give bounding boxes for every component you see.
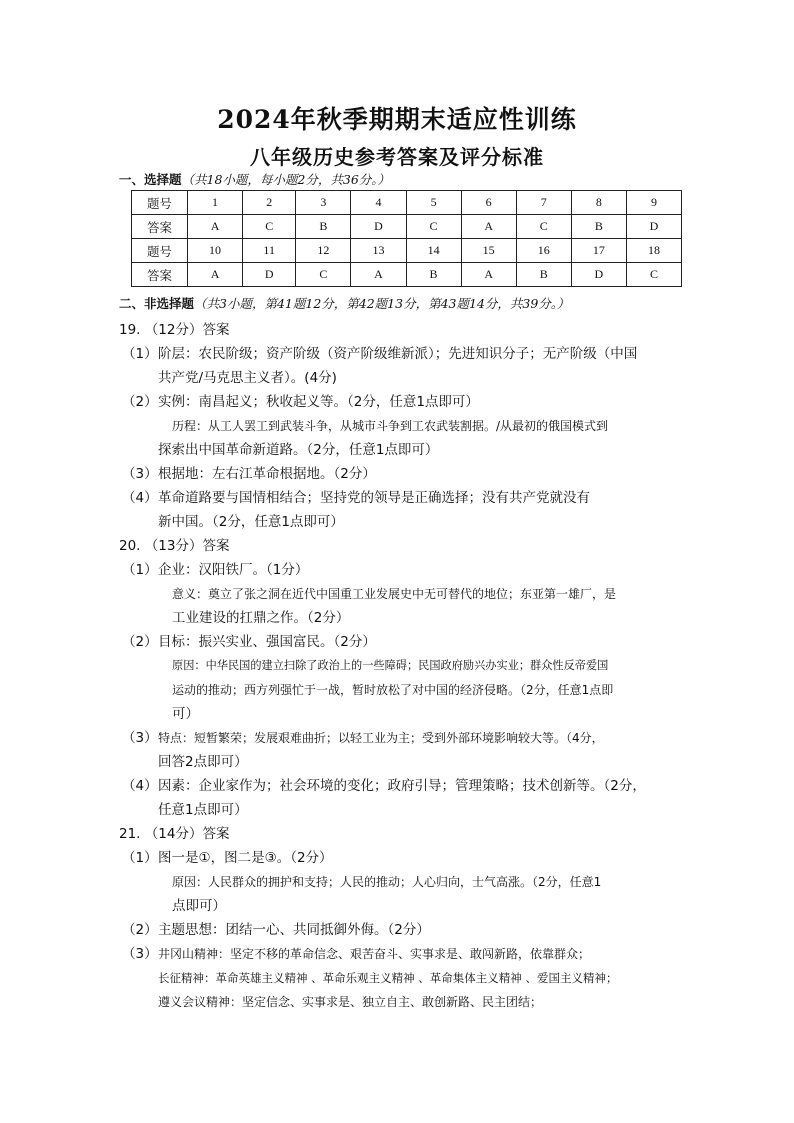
answer-table-cell: C (626, 263, 681, 287)
q19-part2 (119, 390, 689, 462)
q21-part1-line3: 点即可） (172, 898, 226, 914)
q20-part3-line2: 回答2点即可） (158, 754, 248, 770)
q21-part3-line1: 井冈山精神：坚定不移的革命信念、艰苦奋斗、实事求是、敢闯新路，依靠群众； (158, 947, 591, 961)
q20-part2-line1: 目标：振兴实业、强国富民。（2分） (158, 634, 376, 650)
q20-part4-line1: 因素：企业家作为；社会环境的变化；政府引导；管理策略；技术创新等。（2分， (158, 778, 646, 794)
q21-part2 (119, 918, 689, 942)
q21-part2-number: （2） (122, 922, 158, 938)
answer-table-cell: 1 (188, 191, 243, 215)
q19-part2-line2: 历程：从工人罢工到武装斗争，从城市斗争到工农武装割据。/从最初的俄国模式到 (172, 419, 609, 433)
answer-table-cell: A (461, 215, 516, 239)
q21-part3 (119, 942, 689, 1014)
answer-table-cell: 9 (626, 191, 681, 215)
answer-table-cell: 6 (461, 191, 516, 215)
answer-table-cell: B (296, 215, 351, 239)
answer-table-cell: 13 (351, 239, 406, 263)
section2-heading (119, 294, 570, 312)
answers-content (119, 318, 689, 1014)
q20-part1-line2: 意义：奠立了张之洞在近代中国重工业发展史中无可替代的地位；东亚第一雄厂，是 (172, 587, 617, 601)
section2-label: 二、非选择题 (119, 296, 195, 311)
q19-part2-line1: 实例：南昌起义；秋收起义等。（2分，任意1点即可） (158, 394, 479, 410)
q20-heading: 20. （13分）答案 (119, 538, 230, 554)
q19-part4-line2: 新中国。（2分，任意1点即可） (158, 514, 344, 530)
answer-table-cell: 8 (571, 191, 626, 215)
section1-label: 一、选择题 (119, 172, 182, 187)
q21-part2-line1: 主题思想：团结一心、共同抵御外侮。（2分） (158, 922, 430, 938)
q19-part1-line2: 共产党/马克思主义者）。(4分) (158, 370, 337, 386)
q20-part2-line4: 可） (172, 706, 199, 722)
q20-part2-line2: 原因：中华民国的建立扫除了政治上的一些障碍；民国政府励兴办实业；群众性反帝爱国 (172, 659, 609, 672)
q19-part4-number: （4） (122, 490, 158, 506)
answer-table-row-head: 题号 (132, 239, 188, 263)
answer-table-cell: 5 (406, 191, 461, 215)
q20-part2-number: （2） (122, 634, 158, 650)
q19-part3-line1: 根据地：左右江革命根据地。（2分） (158, 466, 376, 482)
answer-table-row (132, 239, 682, 263)
answer-table-row (132, 263, 682, 287)
q21-part3-line3: 遵义会议精神：坚定信念、实事求是、独立自主、敢创新路、民主团结； (158, 995, 543, 1009)
answer-table-cell: A (461, 263, 516, 287)
answer-table-cell: A (351, 263, 406, 287)
q20-part3 (119, 726, 689, 774)
q19-part4 (119, 486, 689, 534)
answer-table-row-head: 答案 (132, 215, 188, 239)
q21-part3-number: （3） (122, 946, 158, 962)
answer-table-row (132, 191, 682, 215)
q20-part1-line3: 工业建设的扛鼎之作。（2分） (172, 610, 350, 626)
answer-table-row-head: 答案 (132, 263, 188, 287)
section2-note: （共3小题，第41题12分，第42题13分，第43题14分，共39分。） (194, 296, 570, 311)
page-subtitle: 八年级历史参考答案及评分标准 (250, 145, 544, 169)
answer-table-cell: 7 (516, 191, 571, 215)
section1-note: （共18小题，每小题2分，共36分。） (181, 172, 391, 187)
q21-part3-line2: 长征精神：革命英雄主义精神 、革命乐观主义精神 、革命集体主义精神 、爱国主义精神； (158, 971, 618, 985)
answer-table-cell: 11 (243, 239, 296, 263)
answer-table (131, 190, 682, 287)
q20-part3-number: （3） (122, 730, 158, 746)
answer-table-cell: C (243, 215, 296, 239)
q19-heading: 19. （12分）答案 (119, 322, 230, 338)
answer-table-cell: D (571, 263, 626, 287)
q19-part1-number: （1） (122, 346, 158, 362)
q20-part1 (119, 558, 689, 630)
answer-table-cell: C (516, 215, 571, 239)
answer-table-cell: 17 (571, 239, 626, 263)
q21-part1 (119, 846, 689, 918)
q19-part1 (119, 342, 689, 390)
answer-table-cell: D (243, 263, 296, 287)
answer-table-cell: A (188, 215, 243, 239)
answer-table-cell: C (406, 215, 461, 239)
answer-table-cell: 16 (516, 239, 571, 263)
answer-table-row (132, 215, 682, 239)
q20-part3-line1: 特点：短暂繁荣；发展艰难曲折；以轻工业为主；受到外部环境影响较大等。（4分， (158, 731, 604, 745)
q20-part2-line3: 运动的推动；西方列强忙于一战，暂时放松了对中国的经济侵略。（2分，任意1点即 (172, 683, 614, 697)
q20-part2 (119, 630, 689, 726)
q19-part2-number: （2） (122, 394, 158, 410)
answer-table-cell: 18 (626, 239, 681, 263)
answer-table-cell: 3 (296, 191, 351, 215)
answer-table-cell: D (626, 215, 681, 239)
q21-part1-number: （1） (122, 850, 158, 866)
answer-table-cell: D (351, 215, 406, 239)
answer-table-cell: C (296, 263, 351, 287)
answer-table-cell: 15 (461, 239, 516, 263)
answer-table-cell: 2 (243, 191, 296, 215)
answer-table-cell: A (188, 263, 243, 287)
page-title: 2024年秋季期期末适应性训练 (217, 105, 577, 134)
q20-part1-number: （1） (122, 562, 158, 578)
q19-part3-number: （3） (122, 466, 158, 482)
q19-part2-line3: 探索出中国革命新道路。（2分，任意1点即可） (158, 442, 439, 458)
answer-table-cell: 12 (296, 239, 351, 263)
q20-part4-line2: 任意1点即可） (158, 802, 248, 818)
q19-part3 (119, 462, 689, 486)
answer-table-cell: B (406, 263, 461, 287)
q20-part1-line1: 企业：汉阳铁厂。（1分） (158, 562, 309, 578)
q19-part1-line1: 阶层：农民阶级；资产阶级（资产阶级维新派）；先进知识分子；无产阶级（中国 (158, 346, 638, 362)
answer-table-row-head: 题号 (132, 191, 188, 215)
q21-part1-line2: 原因：人民群众的拥护和支持；人民的推动；人心归向，士气高涨。（2分，任意1 (172, 875, 602, 889)
answer-table-cell: 14 (406, 239, 461, 263)
q20-part4-number: （4） (122, 778, 158, 794)
answer-table-cell: 10 (188, 239, 243, 263)
q19-part4-line1: 革命道路要与国情相结合；坚持党的领导是正确选择；没有共产党就没有 (158, 490, 590, 506)
q21-heading: 21. （14分）答案 (119, 826, 230, 842)
q20-part4 (119, 774, 689, 822)
answer-table-cell: B (516, 263, 571, 287)
answer-table-cell: 4 (351, 191, 406, 215)
section1-heading (119, 170, 390, 188)
answer-table-cell: B (571, 215, 626, 239)
q21-part1-line1: 图一是①，图二是③。（2分） (158, 850, 333, 866)
